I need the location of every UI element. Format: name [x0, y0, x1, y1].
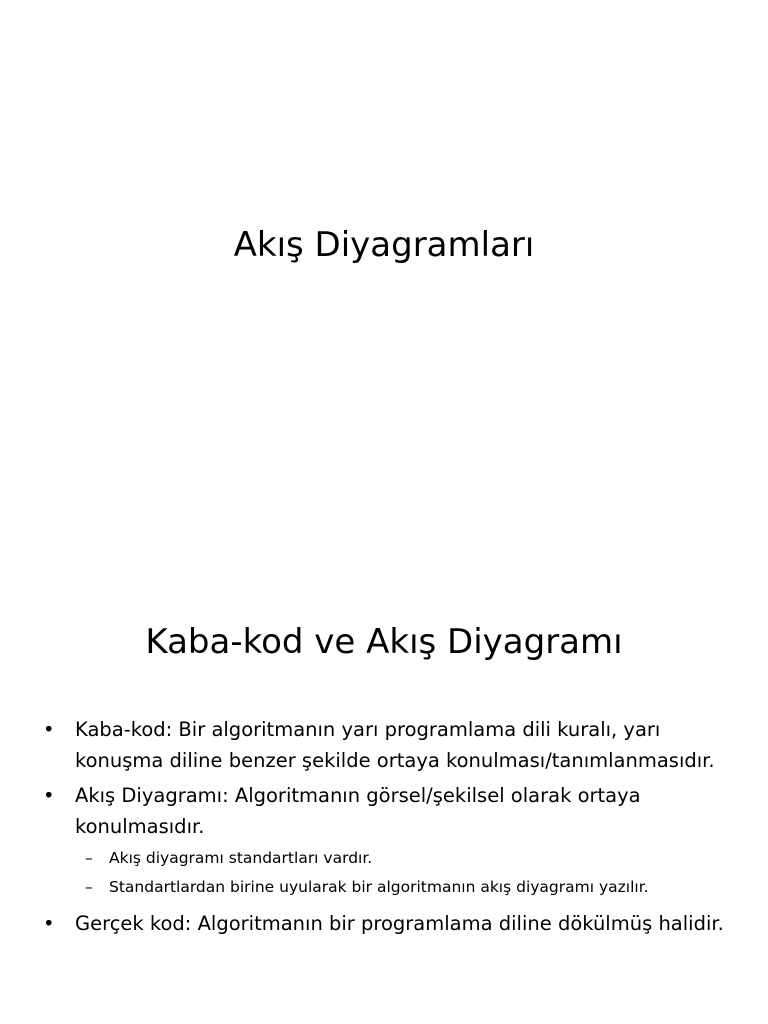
slide-2-title: Kaba-kod ve Akış Diyagramı [145, 622, 623, 662]
subbullet-text: Standartlardan birine uyularak bir algoritmanın akış diyagramı yazılır. [109, 878, 649, 896]
bullet-list [40, 714, 740, 943]
slide-2 [0, 512, 768, 1024]
bullet-text: Kaba-kod: Bir algoritmanın yarı programlama dili kuralı, yarı konuşma diline benzer şekilde ortaya konulması/tanımlanmasıdır. [75, 718, 715, 772]
bullet-item-gercek-kod [40, 908, 740, 939]
subbullet-text: Akış diyagramı standartları vardır. [109, 849, 373, 867]
subbullet-marker: – [85, 849, 93, 867]
subbullet-list [75, 844, 740, 902]
subbullet-item [75, 873, 740, 902]
bullet-item-kaba-kod [40, 714, 740, 776]
bullet-text: Akış Diyagramı: Algoritmanın görsel/şekilsel olarak ortaya konulmasıdır. [75, 784, 641, 838]
bullet-text: Gerçek kod: Algoritmanın bir programlama diline dökülmüş halidir. [75, 912, 724, 935]
bullet-marker: • [43, 718, 55, 741]
bullet-marker: • [43, 912, 55, 935]
subbullet-marker: – [85, 878, 93, 896]
slide-1-title: Akış Diyagramları [233, 225, 535, 265]
subbullet-item [75, 844, 740, 873]
bullet-item-akis-diyagrami [40, 780, 740, 902]
bullet-marker: • [43, 784, 55, 807]
